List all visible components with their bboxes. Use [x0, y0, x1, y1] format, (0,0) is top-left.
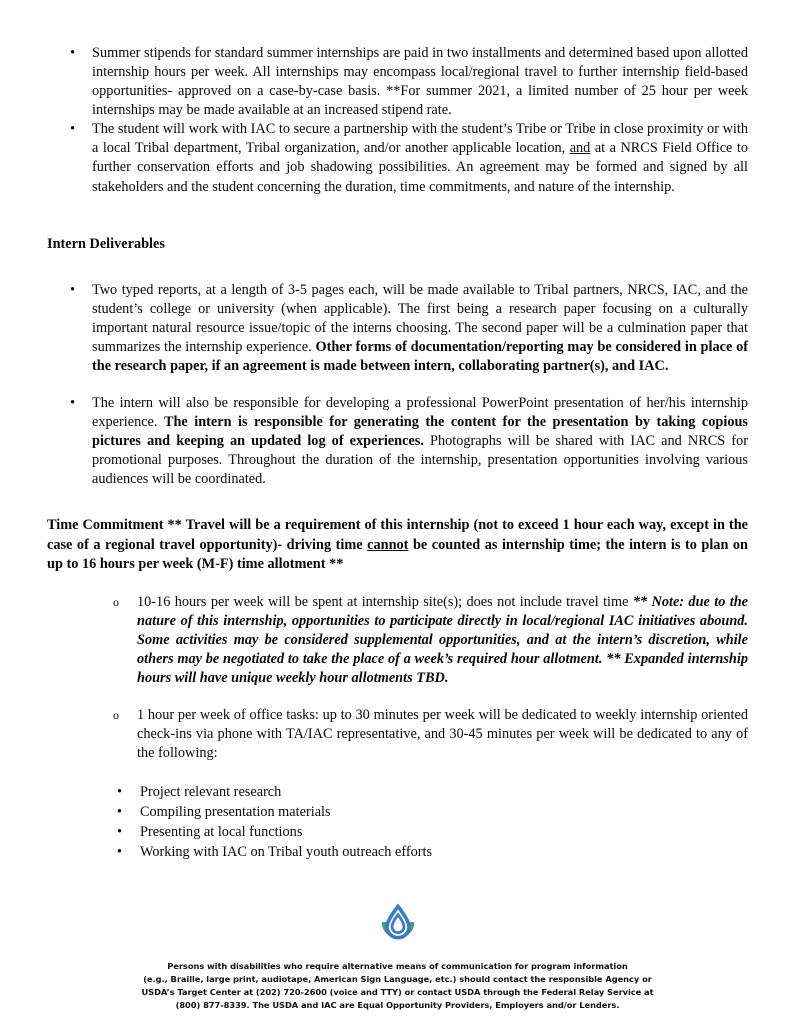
list-item — [47, 842, 748, 862]
section-heading-intern-deliverables: Intern Deliverables — [47, 235, 165, 252]
task-label: Compiling presentation materials — [140, 804, 331, 821]
list-item — [47, 120, 748, 196]
disc-bullet-icon — [117, 842, 122, 862]
list-item — [47, 802, 748, 822]
task-label: Working with IAC on Tribal youth outreach efforts — [140, 844, 433, 861]
disc-bullet-icon — [70, 281, 75, 300]
bullet-text: The intern will also be responsible for developing a professional PowerPoint presentation of her/his internship experience. The intern is responsible for generating the content for the presentation by taking copious pictures and keeping an updated log of experiences. Photographs will be shared with IAC and NRCS for promotional purposes. Throughout the duration of the internship, presentation opportunities involving various audiences will be coordinated. — [92, 395, 748, 488]
bullet-text: The student will work with IAC to secure a partnership with the student’s Tribe or Tribe in close proximity or with a local Tribal department, Tribal organization, and/or another applicable location, and at a NRCS Field Office to further conservation efforts and job shadowing possibilities. An agreement may be formed and signed by all stakeholders and the student concerning the duration, time commitments, and nature of the internship. — [92, 121, 748, 195]
circle-bullet-icon — [113, 706, 119, 725]
water-droplet-logo — [375, 900, 421, 946]
spacer — [47, 688, 748, 706]
logo-container — [47, 900, 748, 946]
list-item — [47, 281, 748, 376]
list-item — [47, 394, 748, 489]
spacer — [47, 376, 748, 394]
list-item — [47, 593, 748, 688]
sub-bullet-text: 10-16 hours per week will be spent at internship site(s); does not include travel time ** Note: due to the nature of this internship, opportunities to participate directly in local/regional IAC initiatives abound. Some activities may be considered supplemental opportunities, and at the intern’s discretion, while others may be negotiated to take the place of a week’s required hour allotment. ** Expanded internship hours will have unique weekly hour allotments TBD. — [137, 593, 749, 687]
footer-line: USDA’s Target Center at (202) 720-2600 (voice and TTY) or contact USDA through the Federal Relay Service at — [141, 987, 654, 998]
disc-bullet-icon — [117, 822, 122, 842]
list-item — [47, 782, 748, 802]
task-label: Project relevant research — [140, 784, 282, 801]
spacer — [47, 763, 748, 782]
footer-line: (e.g., Braille, large print, audiotape, American Sign Language, etc.) should contact the responsible Agency or — [143, 974, 652, 985]
spacer — [47, 574, 748, 593]
deliverables-bullet-list — [47, 281, 748, 490]
spacer — [47, 224, 748, 235]
bullet-text: Summer stipends for standard summer internships are paid in two installments and determined based upon allotted internship hours per week. All internships may encompass local/regional travel to further internship field-based opportunities- approved on a case-by-case basis. **For summer 2021, a limited number of 25 hour per week internships may be made available at an increased stipend rate. — [92, 45, 748, 119]
footer-disclaimer — [47, 960, 748, 1011]
disc-bullet-icon — [70, 120, 75, 139]
footer-line: Persons with disabilities who require alternative means of communication for program information — [167, 961, 628, 972]
disc-bullet-icon — [117, 782, 122, 802]
task-label: Presenting at local functions — [140, 824, 303, 841]
list-item — [47, 706, 748, 763]
time-commitment-paragraph: Time Commitment ** Travel will be a requirement of this internship (not to exceed 1 hour each way, except in the case of a regional travel opportunity)- driving time cannot be counted as internship time; the intern is to plan on up to 16 hours per week (M-F) time allotment ** — [47, 517, 749, 572]
list-item — [47, 822, 748, 842]
spacer — [47, 197, 748, 224]
disc-bullet-icon — [70, 394, 75, 413]
disc-bullet-icon — [117, 802, 122, 822]
list-item — [47, 44, 748, 120]
footer-line: (800) 877-8339. The USDA and IAC are Equal Opportunity Providers, Employers and/or Lenders. — [175, 999, 620, 1010]
disc-bullet-icon — [70, 44, 75, 63]
sub-bullet-text: 1 hour per week of office tasks: up to 30 minutes per week will be dedicated to weekly internship oriented check-ins via phone with TA/IAC representative, and 30-45 minutes per week will be dedicated to any of the following: — [137, 707, 748, 762]
spacer — [47, 489, 748, 516]
task-bullet-list — [47, 782, 748, 862]
top-bullet-list — [47, 44, 748, 197]
spacer — [47, 254, 748, 281]
bullet-text: Two typed reports, at a length of 3-5 pages each, will be made available to Tribal partners, NRCS, IAC, and the student’s college or university (when applicable). The first being a research paper focusing on a culturally important natural resource issue/topic of the interns choosing. The second paper will be a culmination paper that summarizes the internship experience. Other forms of documentation/reporting may be considered in place of the research paper, if an agreement is made between intern, collaborating partner(s), and IAC. — [92, 281, 748, 375]
sub-bullet-list — [47, 593, 748, 764]
circle-bullet-icon — [113, 593, 119, 612]
